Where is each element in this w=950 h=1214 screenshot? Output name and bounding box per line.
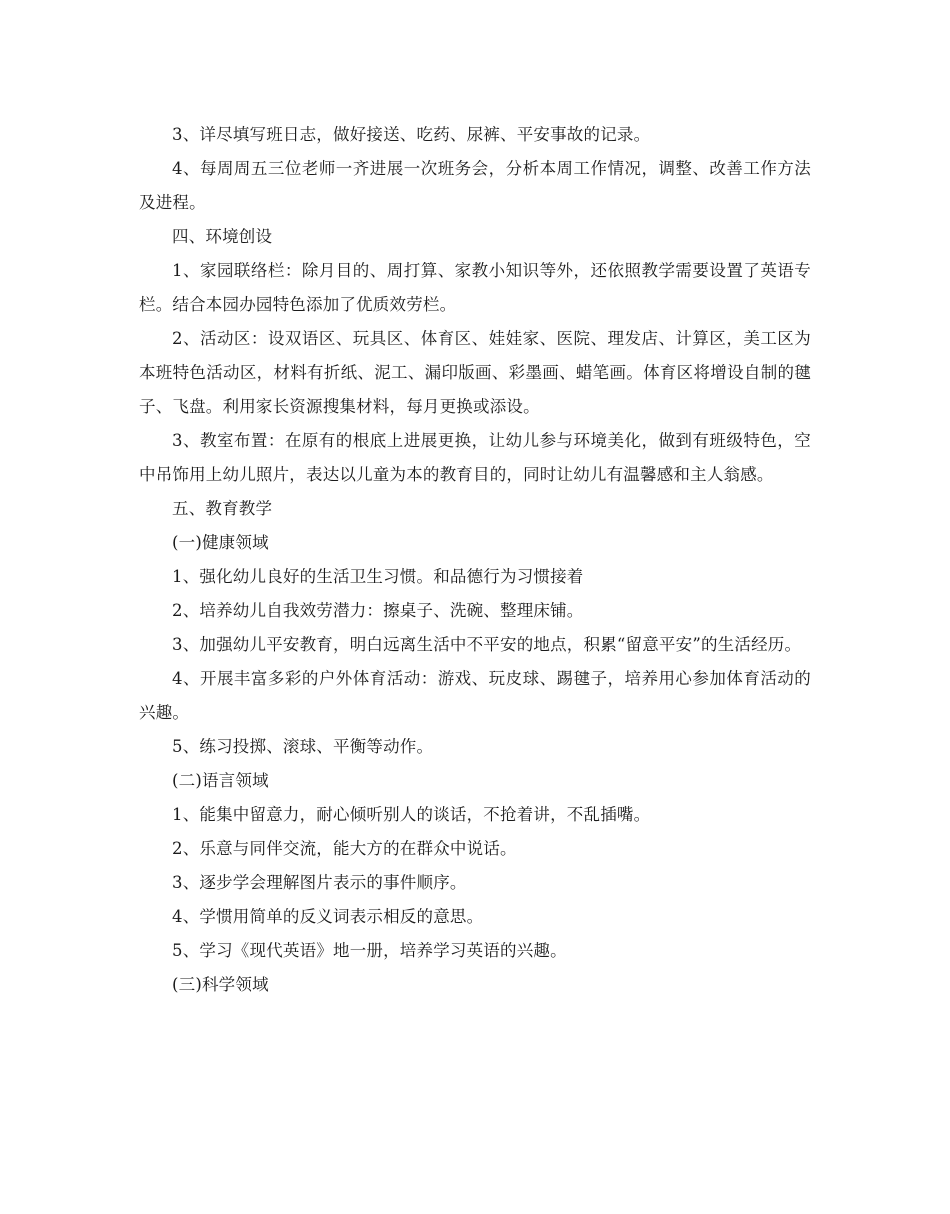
document-body bbox=[139, 118, 811, 1002]
paragraph-4: 2、活动区：设双语区、玩具区、体育区、娃娃家、医院、理发店、计算区，美工区为本班特色活动区，材料有折纸、泥工、漏印版画、彩墨画、蜡笔画。体育区将增设自制的毽子、飞盘。利用家长资源搜集材料，每月更换或添设。 bbox=[139, 329, 811, 416]
paragraph-7: 2、培养幼儿自我效劳潜力：擦桌子、洗碗、整理床铺。 bbox=[172, 601, 584, 620]
subsection-heading-health: (一)健康领域 bbox=[172, 533, 269, 552]
subsection-heading-science: (三)科学领域 bbox=[172, 975, 269, 994]
paragraph-2: 4、每周周五三位老师一齐进展一次班务会，分析本周工作情况，调整、改善工作方法及进程。 bbox=[139, 159, 811, 212]
paragraph-13: 3、逐步学会理解图片表示的事件顺序。 bbox=[172, 873, 467, 892]
paragraph-9: 4、开展丰富多彩的户外体育活动：游戏、玩皮球、踢毽子，培养用心参加体育活动的兴趣。 bbox=[139, 669, 811, 722]
paragraph-14: 4、学惯用简单的反义词表示相反的意思。 bbox=[172, 907, 484, 926]
paragraph-6: 1、强化幼儿良好的生活卫生习惯。和品德行为习惯接着 bbox=[172, 567, 584, 586]
paragraph-1: 3、详尽填写班日志，做好接送、吃药、尿裤、平安事故的记录。 bbox=[172, 125, 651, 144]
paragraph-11: 1、能集中留意力，耐心倾听别人的谈话，不抢着讲，不乱插嘴。 bbox=[172, 805, 651, 824]
paragraph-3: 1、家园联络栏：除月目的、周打算、家教小知识等外，还依照教学需要设置了英语专栏。结合本园办园特色添加了优质效劳栏。 bbox=[139, 261, 811, 314]
paragraph-10: 5、练习投掷、滚球、平衡等动作。 bbox=[172, 737, 434, 756]
paragraph-5: 3、教室布置：在原有的根底上进展更换，让幼儿参与环境美化，做到有班级特色，空中吊饰用上幼儿照片，表达以儿童为本的教育目的，同时让幼儿有温馨感和主人翁感。 bbox=[139, 431, 811, 484]
paragraph-15: 5、学习《现代英语》地一册，培养学习英语的兴趣。 bbox=[172, 941, 567, 960]
paragraph-8: 3、加强幼儿平安教育，明白远离生活中不平安的地点，积累“留意平安”的生活经历。 bbox=[172, 635, 802, 654]
section-heading-environment: 四、环境创设 bbox=[172, 227, 273, 246]
subsection-heading-language: (二)语言领域 bbox=[172, 771, 269, 790]
section-heading-education: 五、教育教学 bbox=[172, 499, 273, 518]
paragraph-12: 2、乐意与同伴交流，能大方的在群众中说话。 bbox=[172, 839, 517, 858]
